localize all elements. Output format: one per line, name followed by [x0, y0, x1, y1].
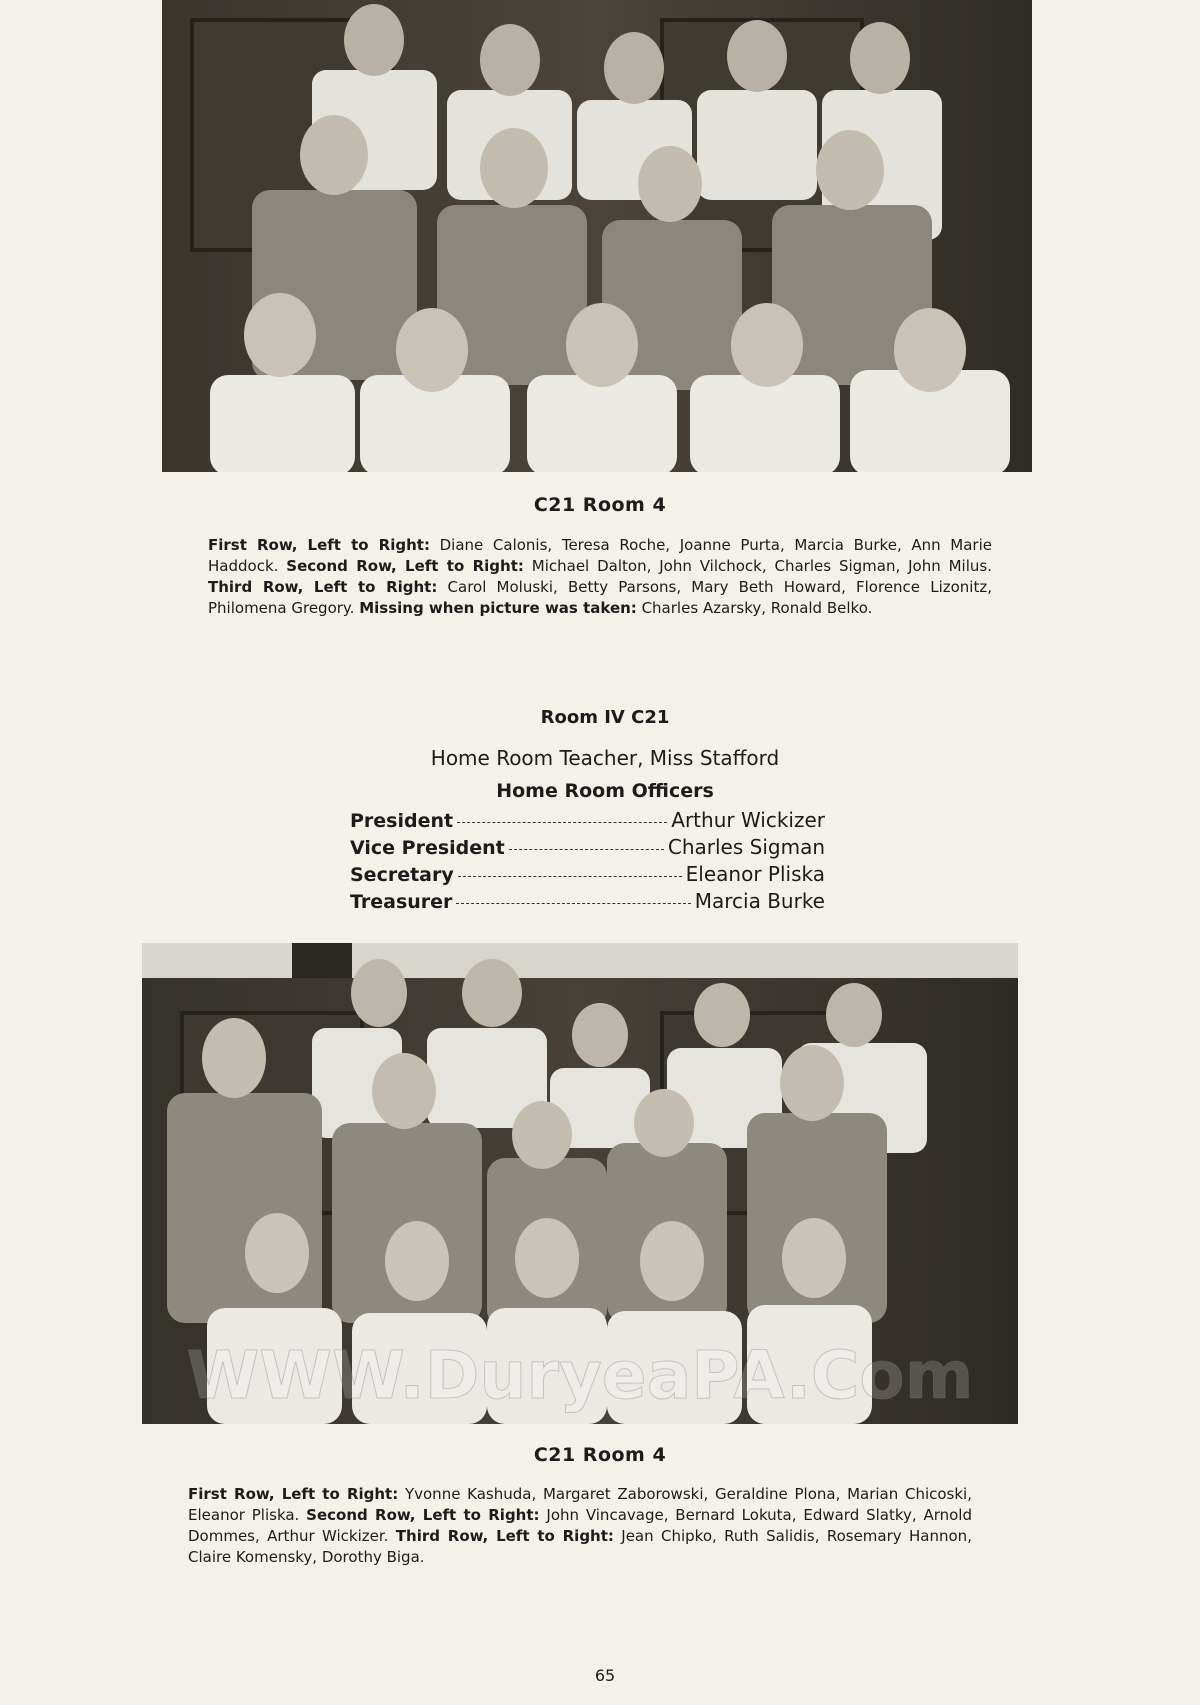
row2-label: Second Row, Left to Right: — [286, 557, 524, 575]
top-caption-body — [208, 535, 992, 619]
officer-role: Treasurer — [350, 891, 453, 913]
officers-heading: Home Room Officers — [496, 780, 714, 802]
homeroom-teacher: Home Room Teacher, Miss Stafford — [430, 746, 780, 770]
leader-dots — [457, 822, 667, 823]
officer-name: Charles Sigman — [667, 835, 825, 859]
watermark-text: WWW.DuryeaPA.Com — [186, 1337, 974, 1414]
officer-name: Marcia Burke — [694, 889, 825, 913]
officer-row-treasurer — [350, 889, 825, 913]
row1-names: Diane Calonis, Teresa Roche, Joanne Purta, Marcia Burke, Ann Marie Haddock. — [208, 536, 992, 575]
bottom-caption-body — [188, 1484, 972, 1568]
row2-names: Michael Dalton, John Vilchock, Charles Sigman, John Milus. — [531, 557, 992, 575]
row1-names: Yvonne Kashuda, Margaret Zaborowski, Geraldine Plona, Marian Chicoski, Eleanor Pliska. — [188, 1485, 972, 1524]
missing-label: Missing when picture was taken: — [359, 599, 637, 617]
officer-row-president — [350, 808, 825, 832]
bottom-caption-title: C21 Room 4 — [533, 1444, 667, 1466]
officer-row-secretary — [350, 862, 825, 886]
homeroom-heading: Room IV C21 — [540, 707, 670, 728]
missing-names: Charles Azarsky, Ronald Belko. — [641, 599, 873, 617]
page-number: 65 — [594, 1666, 616, 1685]
top-caption-title: C21 Room 4 — [533, 494, 667, 516]
officer-role: President — [350, 810, 454, 832]
row2-names: John Vincavage, Bernard Lokuta, Edward Slatky, Arnold Dommes, Arthur Wickizer. — [188, 1506, 972, 1545]
leader-dots — [456, 903, 690, 904]
row3-label: Third Row, Left to Right: — [208, 578, 438, 596]
row3-label: Third Row, Left to Right: — [395, 1527, 614, 1545]
officer-name: Arthur Wickizer — [671, 808, 825, 832]
officer-role: Secretary — [350, 864, 454, 886]
row1-label: First Row, Left to Right: — [188, 1485, 399, 1503]
row2-label: Second Row, Left to Right: — [306, 1506, 540, 1524]
class-photo-bottom — [142, 943, 1018, 1424]
row1-label: First Row, Left to Right: — [208, 536, 430, 554]
officer-name: Eleanor Pliska — [685, 862, 825, 886]
class-photo-top — [162, 0, 1032, 472]
officer-role: Vice President — [350, 837, 505, 859]
officer-row-vice-president — [350, 835, 825, 859]
row3-names: Carol Moluski, Betty Parsons, Mary Beth Howard, Florence Lizonitz, Philomena Gregory. — [208, 578, 992, 617]
row3-names: Jean Chipko, Ruth Salidis, Rosemary Hannon, Claire Komensky, Dorothy Biga. — [188, 1527, 972, 1566]
leader-dots — [458, 876, 682, 877]
leader-dots — [509, 849, 664, 850]
